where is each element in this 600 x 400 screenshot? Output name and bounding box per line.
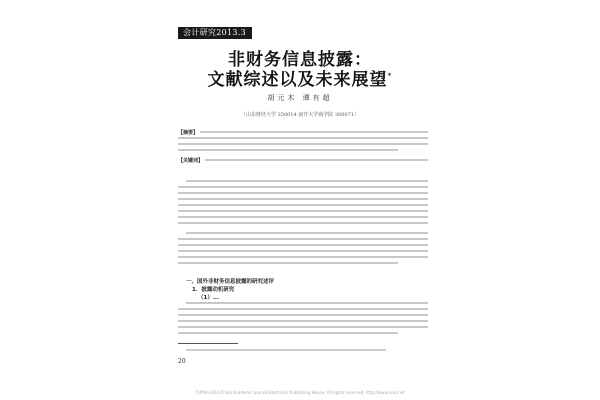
text-line <box>178 222 428 224</box>
text-line <box>186 131 428 133</box>
text-line <box>178 216 428 218</box>
text-line <box>178 308 428 310</box>
text-line <box>178 137 428 139</box>
body-paragraph <box>178 232 428 268</box>
abstract-text <box>178 131 428 155</box>
paper-title-line-1: 非财务信息披露： <box>228 50 372 70</box>
text-line <box>178 244 428 246</box>
text-line <box>178 186 428 188</box>
footnote-divider <box>178 343 238 344</box>
authors: 胡元木 谭有超 <box>267 94 333 102</box>
subsection-heading: 1．披露动机研究 <box>192 287 235 293</box>
paper-title-line-2-text: 文献综述以及未来展望 <box>207 70 388 90</box>
text-line <box>178 332 398 334</box>
text-line <box>178 143 428 145</box>
body-paragraph <box>178 302 428 338</box>
keywords-text <box>178 159 428 165</box>
text-line <box>186 302 428 304</box>
section-heading: 一、国外非财务信息披露的研究述评 <box>186 279 275 285</box>
keywords-label: 【关键词】 <box>178 158 204 164</box>
text-line <box>178 326 428 328</box>
text-line <box>178 210 428 212</box>
abstract-label: 【摘要】 <box>178 130 199 136</box>
affiliation: （山东财经大学 250014 南开大学商学院 300071） <box>241 112 359 118</box>
text-line <box>186 180 428 182</box>
page-number: 20 <box>178 358 186 365</box>
text-line <box>178 320 428 322</box>
text-line <box>178 192 428 194</box>
body-paragraph <box>178 180 428 228</box>
title-footnote-mark: * <box>387 71 393 81</box>
footnote-text <box>186 349 386 351</box>
paper-title-line-2 <box>0 65 600 90</box>
copyright-notice: ?1994-2014 China Academic Journal Electronic Publishing House. All rights reserved. http://www.cnki.net <box>195 390 405 395</box>
text-line <box>186 159 428 161</box>
text-line <box>178 204 428 206</box>
text-line <box>178 238 428 240</box>
text-line <box>178 262 398 264</box>
text-line <box>178 256 428 258</box>
text-line <box>178 198 428 200</box>
journal-tag: 会计研究2013.3 <box>178 27 252 39</box>
text-line <box>178 314 428 316</box>
text-line <box>186 232 428 234</box>
text-line <box>178 250 428 252</box>
text-line <box>178 149 398 151</box>
subsubsection-heading: （1）... <box>198 295 220 301</box>
